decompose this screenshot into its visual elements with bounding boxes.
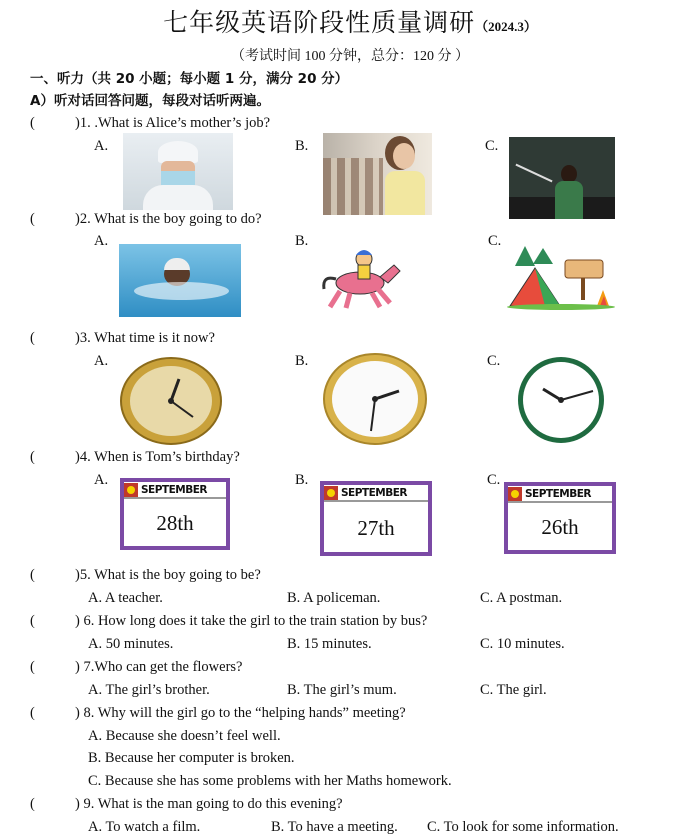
question-text: )1. .What is Alice’s mother’s job? (75, 115, 271, 131)
calendar-month: SEPTEMBER (141, 483, 207, 496)
calendar-option-b (320, 481, 432, 556)
calendar-day: 28th (156, 511, 194, 535)
option-c: C. The girl. (480, 682, 547, 698)
option-b: B. 15 minutes. (287, 636, 372, 652)
calendar-month: SEPTEMBER (341, 486, 407, 499)
calendar-day: 26th (541, 515, 579, 539)
question-4 (30, 448, 670, 466)
option-b: B. (295, 233, 309, 249)
clock-a-icon (119, 357, 223, 445)
question-6 (30, 612, 670, 630)
option-c: C. A postman. (480, 590, 563, 606)
calendar-month: SEPTEMBER (525, 487, 591, 500)
answer-blank[interactable]: ( (30, 613, 35, 629)
clock-b-icon (321, 353, 429, 445)
option-c: C. (487, 353, 501, 369)
nurse-photo (123, 133, 233, 210)
option-b: B. (295, 138, 309, 154)
answer-blank[interactable]: ( (30, 659, 35, 675)
option-a: A. 50 minutes. (88, 636, 174, 652)
option-b: B. To have a meeting. (271, 819, 398, 835)
horse-riding-cartoon (320, 245, 405, 310)
answer-blank[interactable]: ( (30, 211, 35, 227)
option-b: B. Because her computer is broken. (88, 750, 295, 766)
calendar-day: 27th (357, 516, 395, 540)
page-title (0, 8, 700, 42)
option-c: C. 10 minutes. (480, 636, 565, 652)
question-text: )2. What is the boy going to do? (75, 211, 262, 227)
question-3 (30, 329, 670, 347)
option-a: A. (94, 233, 109, 249)
question-text: )4. When is Tom’s birthday? (75, 449, 240, 465)
option-c: C. (485, 138, 499, 154)
option-a: A. (94, 472, 109, 488)
title-text: 七年级英语阶段性质量调研 (163, 8, 476, 37)
question-1 (30, 114, 670, 132)
calendar-option-a (120, 478, 230, 550)
question-5 (30, 566, 670, 584)
teacher-photo (509, 137, 615, 219)
question-text: )3. What time is it now? (75, 330, 215, 346)
option-a: A. (94, 353, 109, 369)
option-a: A. Because she doesn’t feel well. (88, 728, 281, 744)
answer-blank[interactable]: ( (30, 330, 35, 346)
option-c: C. Because she has some problems with her Maths homework. (88, 773, 452, 789)
option-a: A. (94, 138, 109, 154)
option-c: C. (488, 233, 502, 249)
option-b: B. (295, 472, 309, 488)
question-7 (30, 658, 670, 676)
option-a: A. To watch a film. (88, 819, 201, 835)
option-b: B. (295, 353, 309, 369)
answer-blank[interactable]: ( (30, 567, 35, 583)
shop-assistant-photo (323, 133, 432, 215)
calendar-logo-icon (324, 486, 338, 500)
option-c: C. (487, 472, 501, 488)
part-a-instructions: A）听对话回答问题，每段对话听两遍。 (30, 93, 270, 109)
answer-blank[interactable]: ( (30, 449, 35, 465)
clock-c-icon (513, 355, 609, 445)
calendar-logo-icon (124, 483, 138, 497)
exam-info: （考试时间 100 分钟，总分：120 分 ） (231, 49, 469, 64)
question-8 (30, 704, 670, 722)
question-9 (30, 795, 670, 813)
option-c: C. To look for some information. (427, 819, 619, 835)
option-b: B. The girl’s mum. (287, 682, 397, 698)
camping-cartoon (505, 246, 617, 310)
question-text: ) 9. What is the man going to do this evening? (75, 796, 343, 812)
answer-blank[interactable]: ( (30, 796, 35, 812)
option-a: A. A teacher. (88, 590, 163, 606)
section-title: 一、听力（共 20 小题；每小题 1 分，满分 20 分） (30, 71, 349, 87)
swimming-photo (119, 244, 241, 317)
calendar-option-c (504, 482, 616, 554)
answer-blank[interactable]: ( (30, 705, 35, 721)
option-a: A. The girl’s brother. (88, 682, 210, 698)
title-year: （2024.3） (475, 19, 537, 34)
question-text: ) 7.Who can get the flowers? (75, 659, 243, 675)
calendar-logo-icon (508, 487, 522, 501)
option-b: B. A policeman. (287, 590, 381, 606)
answer-blank[interactable]: ( (30, 115, 35, 131)
question-text: ) 6. How long does it take the girl to the train station by bus? (75, 613, 428, 629)
question-text: ) 8. Why will the girl go to the “helping hands” meeting? (75, 705, 406, 721)
question-text: )5. What is the boy going to be? (75, 567, 261, 583)
